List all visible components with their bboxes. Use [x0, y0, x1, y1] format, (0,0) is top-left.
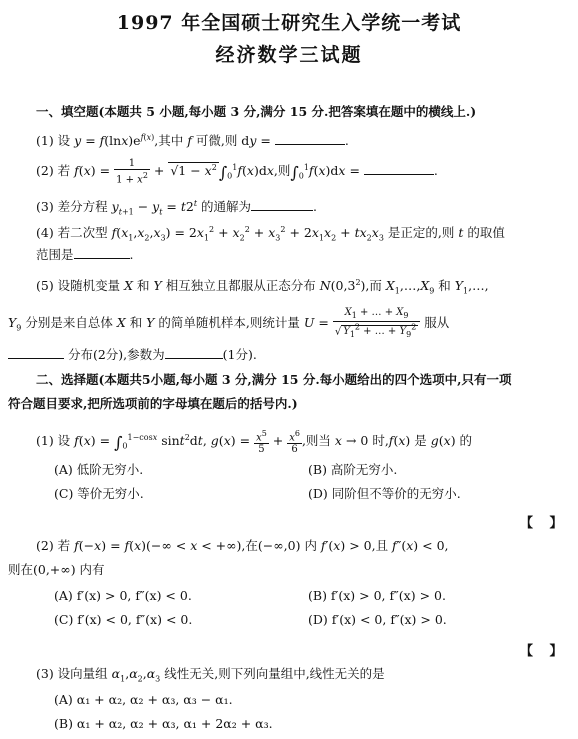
s1-question-1: (1) 设 $y = f(\ln x)e^{f(x)}$,其中 f 可微,则 dy = . [36, 133, 349, 149]
s2-q3-option-b: (B) α₁ + α₂, α₂ + α₃, α₁ + 2α₂ + α₃. [54, 716, 273, 731]
s1-question-5-end: 分布(2分),参数为 (1分). [8, 346, 257, 363]
answer-bracket-2: 【 】 [520, 644, 569, 659]
s2-q1-option-b: (B) 高阶无穷小. [308, 462, 398, 477]
s1-question-4: (4) 若二次型 $f(x_1,x_2,x_3) = 2x_1^2 + x_2^2 + x_3^2 + 2x_1x_2 + tx_2x_3$ 是正定的,则 t 的取值 [36, 225, 505, 243]
s2-q2-option-a: (A) f′(x) > 0, f″(x) < 0. [54, 588, 192, 603]
s2-q2-option-d: (D) f′(x) < 0, f″(x) > 0. [308, 612, 447, 627]
s1-question-3: (3) 差分方程 $y_{t+1} - y_t = t2^t$ 的通解为 . [36, 199, 318, 217]
section2-heading: 二、选择题(本题共5小题,每小题 3 分,满分 15 分.每小题给出的四个选项中,只有一项 [36, 372, 512, 387]
exam-subtitle: 经济数学三试题 [215, 44, 363, 66]
s1-question-2: (2) 若 f(x) = $\frac{1}{1 + x^2}$ + $√1 - x^2$ $\int_0^1f(x)dx$,则$\int_0^1f(x)dx$ = . [36, 158, 438, 186]
s2-question-3: (3) 设向量组 $\alpha_1,\alpha_2,\alpha_3$ 线性无关,则下列向量组中,线性无关的是 [36, 666, 385, 684]
s2-question-1: (1) 设 $f(x) = \int_0^{1-cosx}$ sint$^2$dt, g(x) = $\frac{x^5}{5}$ + $\frac{x^6}{6}$ ,则当 x → 0 时,f(x) 是 g(x) 的 [36, 429, 473, 456]
s2-question-2: (2) 若 f(−x) = f(x)(−∞ < x < +∞),在(−∞,0) 内 f′(x) > 0,且 f″(x) < 0, [36, 538, 449, 553]
s1-question-4-cont: 范围是 . [36, 247, 134, 262]
section2-heading-cont: 符合题目要求,把所选项前的字母填在题后的括号内.) [8, 396, 298, 411]
s2-q1-option-c: (C) 等价无穷小. [54, 486, 144, 501]
s2-q2-option-b: (B) f′(x) > 0, f″(x) > 0. [308, 588, 446, 603]
s1-question-5-cont: $Y_9$ 分别是来自总体 X 和 Y 的简单随机样本,则统计量 U = $\frac{X_1 + \dots + X_9}{√ Y_1^2 + \dots + Y_9^2}$ 服从 [8, 307, 450, 340]
s2-q3-option-a: (A) α₁ + α₂, α₂ + α₃, α₃ − α₁. [54, 692, 233, 707]
s2-q1-option-a: (A) 低阶无穷小. [54, 462, 144, 477]
s2-question-2-cont: 则在(0,+∞) 内有 [8, 562, 105, 577]
exam-title: 1997 年全国硕士研究生入学统一考试 [116, 12, 462, 34]
s2-q1-option-d: (D) 同阶但不等价的无穷小. [308, 486, 461, 501]
s1-question-5: (5) 设随机变量 X 和 Y 相互独立且都服从正态分布 $N(0,3^2)$,而 $X_1,\dots,X_9$ 和 $Y_1,\dots$, [36, 278, 489, 296]
section1-heading: 一、填空题(本题共 5 小题,每小题 3 分,满分 15 分.把答案填在题中的横线上.) [36, 104, 477, 119]
s2-q2-option-c: (C) f′(x) < 0, f″(x) < 0. [54, 612, 193, 627]
answer-bracket-1: 【 】 [520, 516, 569, 531]
